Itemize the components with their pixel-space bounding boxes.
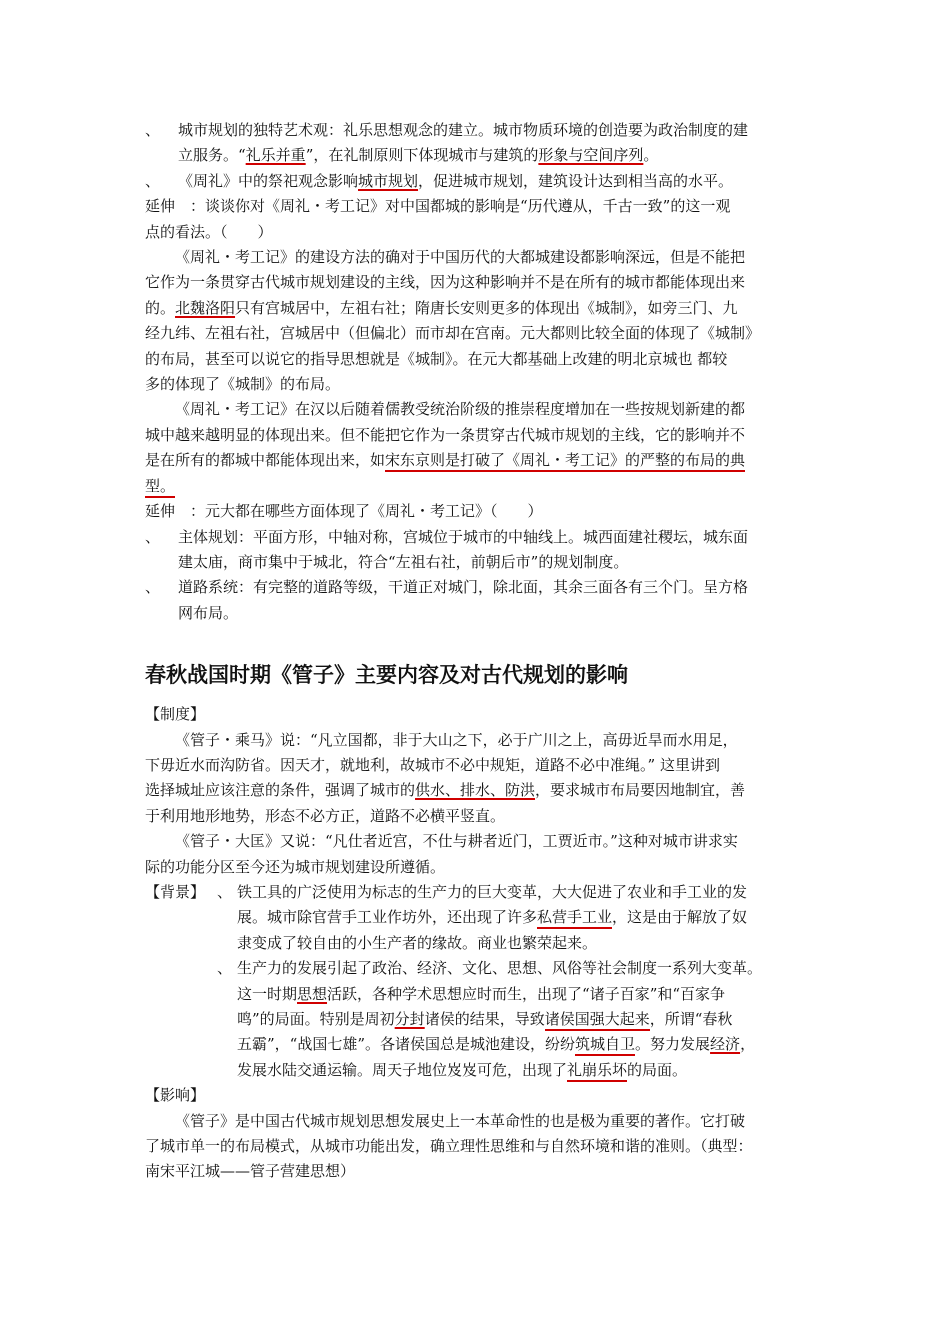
text: ，要求城市布局要因地制宜，善 (535, 781, 746, 800)
text: ， (740, 1035, 756, 1054)
list-item (217, 956, 808, 981)
bullet-mark: 、 (217, 959, 233, 978)
text: 道路系统：有完整的道路等级，干道正对城门，除北面，其余三面各有三个门。呈方格 (178, 578, 749, 597)
background-items (217, 880, 808, 1083)
text-line: 网布局。 (178, 603, 239, 622)
underlined-phrase: 宋东京则是打破了《周礼・考工记》的严整的布局的典 (385, 451, 745, 472)
text-line: 经九纬、左祖右社，宫城居中（但偏北）而市却在宫南。元大都则比较全面的体现了《城制》 (145, 324, 761, 343)
underlined-phrase: 思想 (297, 984, 328, 1003)
text-line (237, 1058, 808, 1083)
text: 。 (643, 146, 659, 165)
underlined-phrase: 供水、排水、防洪 (415, 781, 536, 800)
section-label: 【影响】 (145, 1086, 206, 1105)
bullet-paragraph (145, 525, 808, 550)
background-block (145, 880, 808, 1083)
text-line: 《周礼・考工记》的建设方法的确对于中国历代的大都城建设都影响深远，但是不能把 (175, 248, 746, 267)
text: 的局面。 (627, 1060, 688, 1079)
text: 是在所有的都城中都能体现出来，如 (145, 451, 386, 470)
underlined-phrase: 私营手工业 (537, 908, 612, 929)
text: 五霸”，“战国七雄”。各诸侯国总是城池建设，纷纷 (237, 1035, 576, 1054)
text-line: 下毋近水而沟防省。因天才，就地利，故城市不必中规矩，道路不必中准绳。” 这里讲到 (145, 755, 720, 774)
text-line: 于利用地形地势，形态不必方正，道路不必横平竖直。 (145, 806, 506, 825)
text: 选择城址应该注意的条件，强调了城市的 (145, 781, 416, 800)
text: 诸侯的结果，导致 (424, 1010, 545, 1028)
text-line: 《周礼・考工记》在汉以后随着儒教受统治阶级的推崇程度增加在一些按规划新建的都 (175, 400, 746, 419)
text: ，所谓“春秋 (649, 1010, 733, 1028)
text-line (145, 296, 808, 321)
underlined-phrase: 分封 (394, 1010, 425, 1028)
bullet-mark: 、 (217, 882, 233, 901)
section-heading: 春秋战国时期《管子》主要内容及对古代规划的影响 (145, 663, 628, 688)
text: 生产力的发展引起了政治、经济、文化、思想、风俗等社会制度一系列大变革。 (237, 959, 763, 978)
text-line: 《管子・乘马》说：“凡立国都，非于大山之下，必于广川之上，高毋近旱而水用足， (175, 730, 738, 749)
text-line (237, 1007, 808, 1032)
extension-question: 延伸 ：元大都在哪些方面体现了《周礼・考工记》（ ） (145, 502, 543, 521)
text: ”，在礼制原则下体现城市与建筑的 (305, 146, 539, 165)
bullet-mark: 、 (145, 171, 161, 190)
text: 展。城市除官营手工业作坊外，还出现了许多 (237, 908, 538, 927)
bullet-paragraph (145, 575, 808, 600)
underlined-phrase: 礼崩乐坏 (567, 1061, 627, 1082)
text-line: 《管子》是中国古代城市规划思想发展史上一本革命性的也是极为重要的著作。它打破 (175, 1111, 746, 1130)
text-line: 了城市单一的布局模式，从城市功能出发，确立理性思维和与自然环境和谐的准则。（典型： (145, 1137, 753, 1156)
underlined-phrase: 经济 (710, 1035, 741, 1054)
section-label: 【制度】 (145, 705, 206, 724)
text-line: 隶变成了较自由的小生产者的缘故。商业也繁荣起来。 (237, 933, 598, 952)
text-line (145, 474, 808, 499)
bullet-mark: 、 (145, 578, 161, 597)
text: 活跃，各种学术思想应时而生，出现了“诸子百家”和“百家争 (327, 984, 726, 1003)
text: 城市规划的独特艺术观：礼乐思想观念的建立。城市物质环境的创造要为政治制度的建 (178, 121, 749, 139)
extension-question: 延伸 ：谈谈你对《周礼・考工记》对中国都城的影响是“历代遵从，千古一致”的这一观 (145, 197, 731, 216)
text-line (237, 982, 808, 1007)
underlined-phrase: 筑城自卫 (575, 1035, 635, 1056)
underlined-phrase: 形象与空间序列 (538, 146, 644, 165)
underlined-phrase: 型。 (145, 477, 175, 498)
text: 的。 (145, 298, 176, 317)
bullet-paragraph (145, 169, 808, 194)
text: 鸣”的局面。特别是周初 (237, 1010, 395, 1028)
text: ，这是由于解放了奴 (612, 908, 748, 927)
text-line: 点的看法。（ ） (145, 222, 273, 241)
text-line: 际的功能分区至今还为城市规划建设所遵循。 (145, 857, 446, 876)
bullet-paragraph (145, 118, 808, 143)
underlined-phrase: 城市规划 (358, 171, 419, 190)
text: 。努力发展 (635, 1035, 711, 1054)
text-line: 它作为一条贯穿古代城市规划建设的主线，因为这种影响并不是在所有的城市都能体现出来 (145, 273, 746, 292)
bullet-mark: 、 (145, 527, 161, 546)
text-line (145, 143, 808, 168)
underlined-phrase: 礼乐并重 (245, 146, 306, 165)
list-item (217, 880, 808, 905)
bullet-mark: 、 (145, 121, 161, 139)
text-line (145, 448, 808, 473)
text-line: 的布局，甚至可以说它的指导思想就是《城制》。在元大都基础上改建的明北京城也 都较 (145, 349, 728, 368)
text-line: 城中越来越明显的体现出来。但不能把它作为一条贯穿古代城市规划的主线，它的影响并不 (145, 425, 746, 444)
text-line: 建太庙，商市集中于城北，符合“左祖右社，前朝后市”的规划制度。 (178, 552, 629, 571)
text-line (237, 905, 808, 930)
text: 铁工具的广泛使用为标志的生产力的巨大变革，大大促进了农业和手工业的发 (237, 882, 748, 901)
text: 主体规划：平面方形，中轴对称，宫城位于城市的中轴线上。城西面建社稷坛，城东面 (178, 527, 749, 546)
text: 发展水陆交通运输。周天子地位岌岌可危，出现了 (237, 1060, 568, 1079)
text-line: 多的体现了《城制》的布局。 (145, 375, 341, 394)
text-line (145, 778, 808, 803)
text: 这一时期 (237, 984, 298, 1003)
text: 立服务。“ (178, 146, 246, 165)
underlined-phrase: 北魏洛阳 (175, 298, 236, 317)
text-line: 南宋平江城——管子营建思想） (145, 1162, 356, 1181)
text: ，促进城市规划，建筑设计达到相当高的水平。 (418, 171, 734, 190)
text: 只有宫城居中，左祖右社；隋唐长安则更多的体现出《城制》，如旁三门、九 (235, 298, 738, 317)
underlined-phrase: 诸侯国强大起来 (545, 1010, 650, 1031)
text-line (237, 1032, 808, 1057)
text: 《周礼》中的祭祀观念影响 (178, 171, 359, 190)
section-label: 【背景】 (145, 882, 206, 901)
text-line: 《管子・大匡》又说：“凡仕者近宫，不仕与耕者近门，工贾近市。”这种对城市讲求实 (175, 832, 738, 851)
